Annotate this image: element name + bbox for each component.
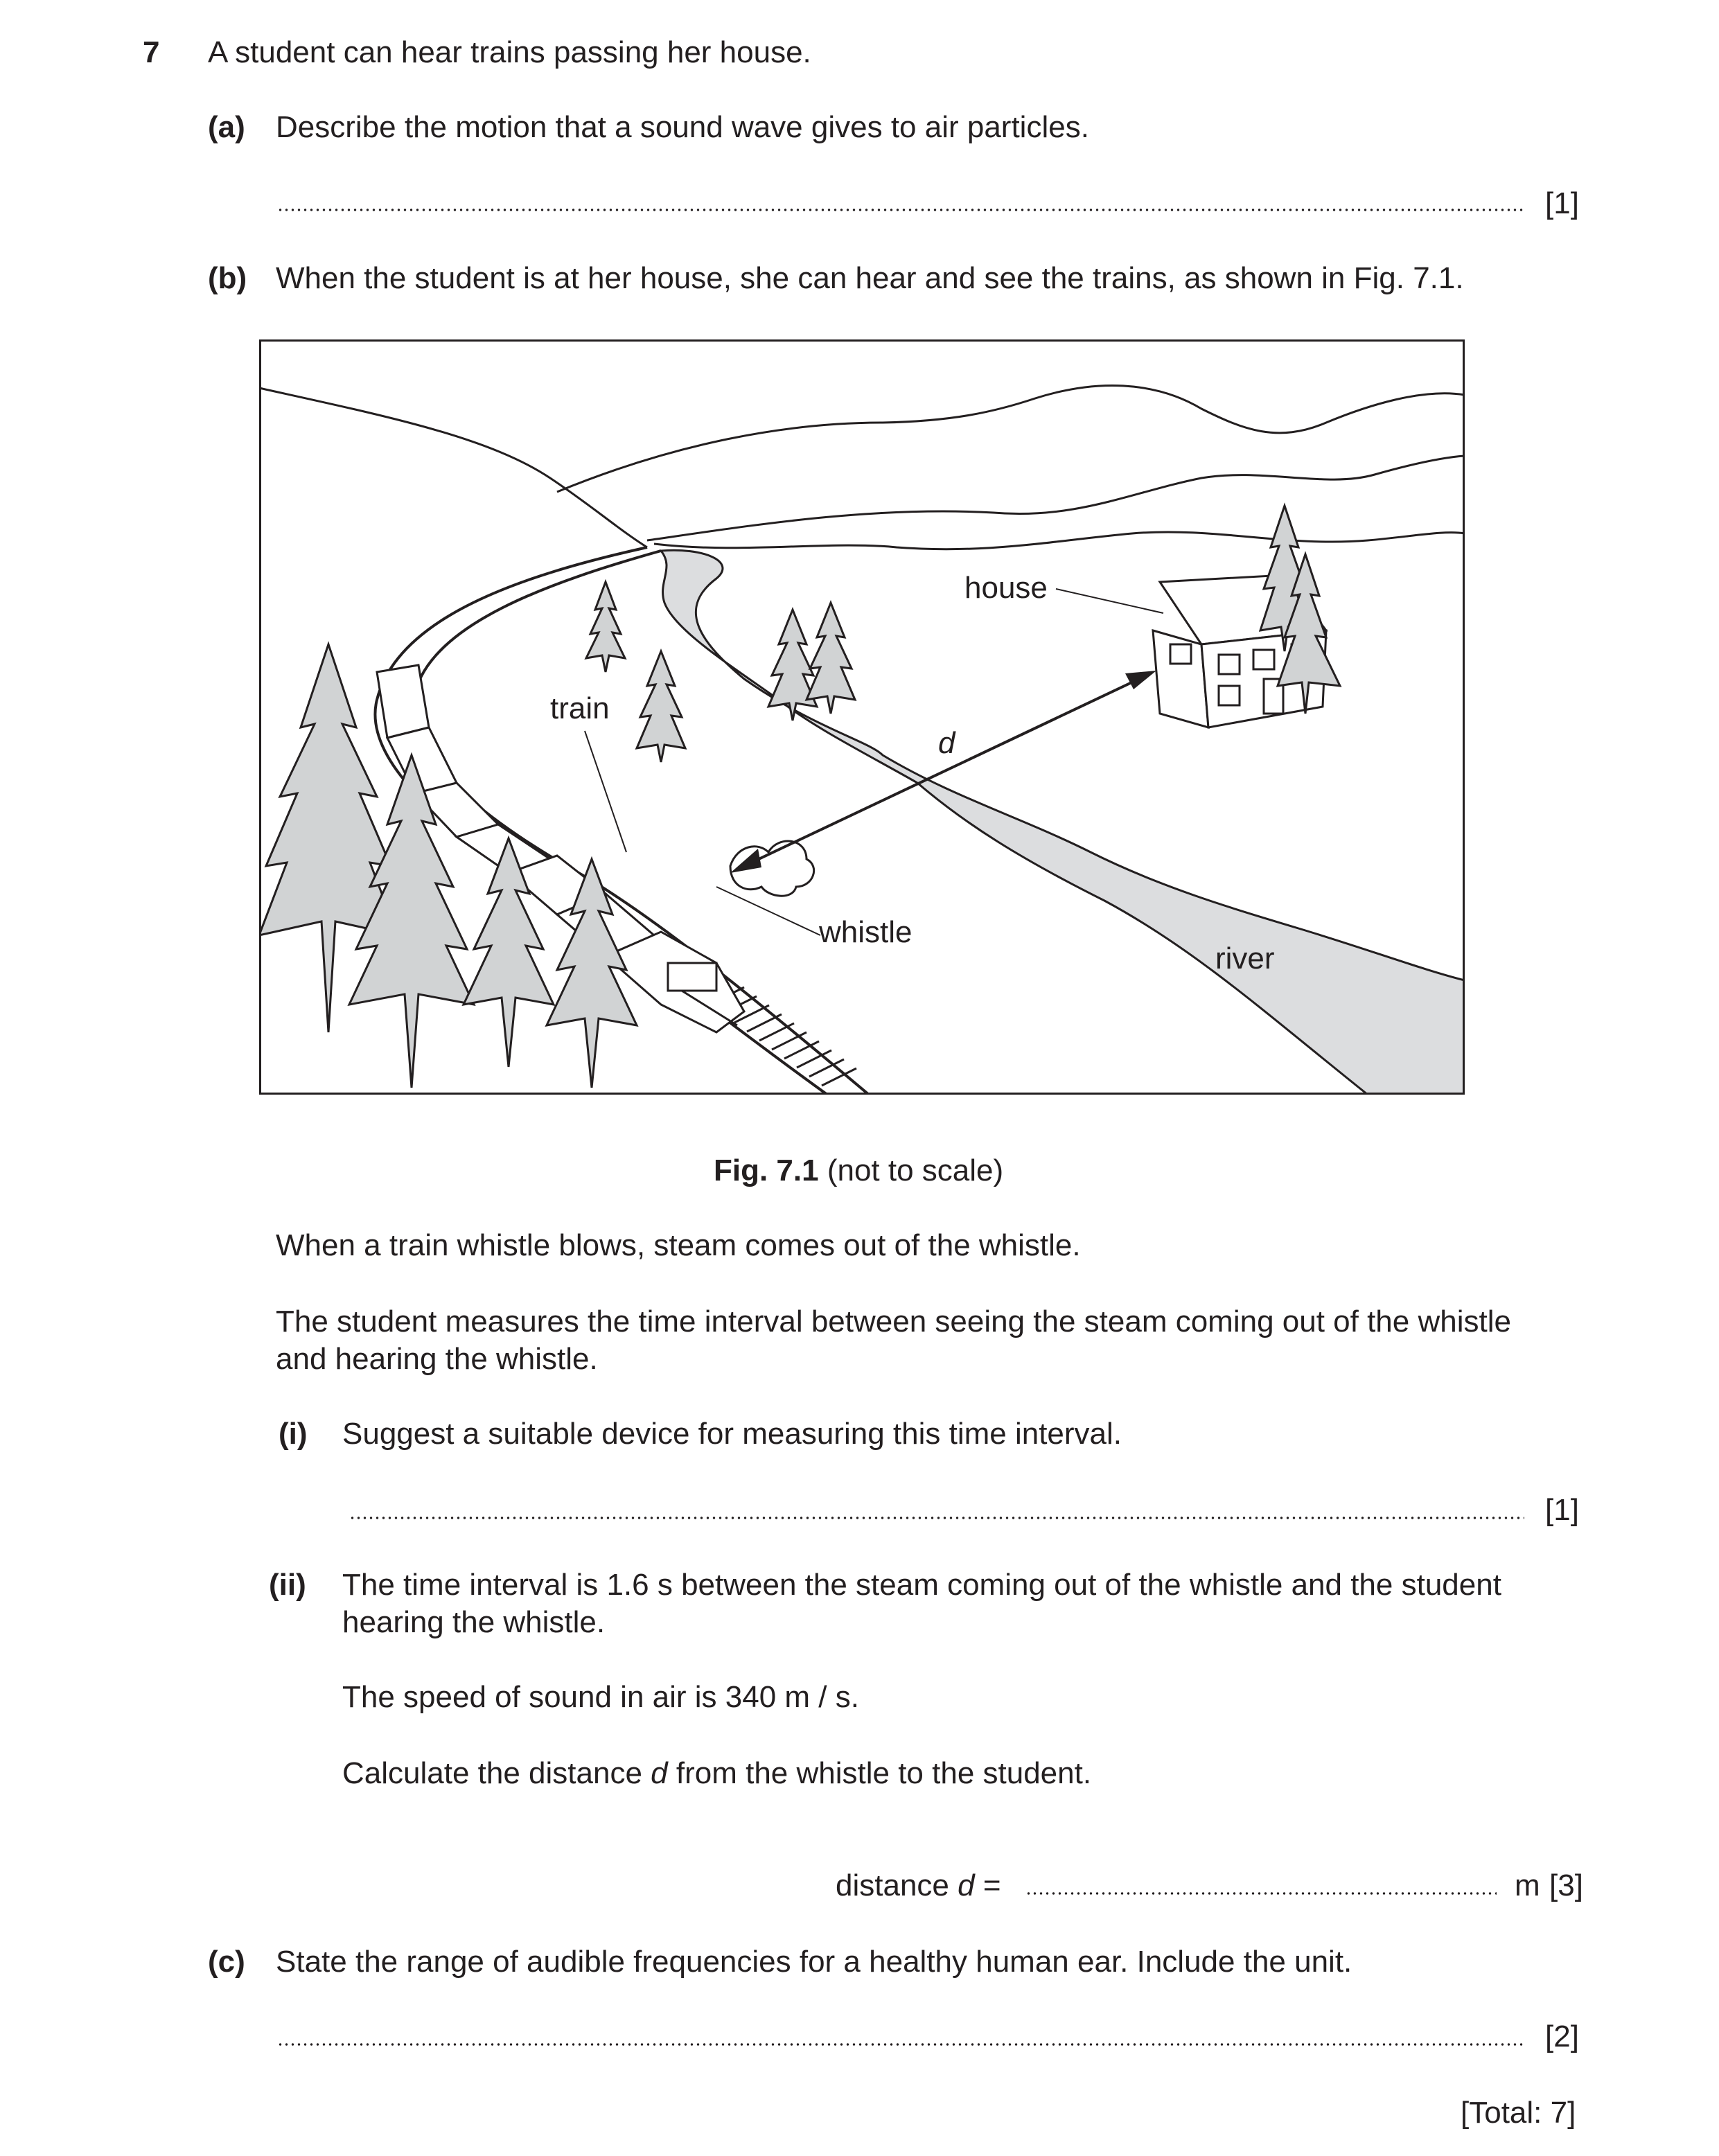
- sub-i-marks: [1]: [1545, 1493, 1579, 1527]
- caption-rest: (not to scale): [827, 1154, 1004, 1187]
- sub-i-label: (i): [279, 1417, 308, 1451]
- sub-ii-marks: [3]: [1549, 1868, 1583, 1902]
- answer-var: d: [958, 1868, 975, 1902]
- label-house: house: [964, 571, 1048, 605]
- answer-distance-label: [836, 1868, 1001, 1905]
- left-mountain: [259, 388, 647, 547]
- total-marks: [Total: 7]: [1461, 2096, 1576, 2130]
- part-c-text: State the range of audible frequencies for a healthy human ear. Include the unit.: [276, 1945, 1352, 1979]
- distance-arrow: [744, 679, 1139, 866]
- part-b-para1: When a train whistle blows, steam comes out of the whistle.: [276, 1228, 1081, 1262]
- river: [661, 550, 1465, 1095]
- answer-eq: =: [974, 1868, 1001, 1902]
- answer-line-c[interactable]: [277, 2042, 1524, 2047]
- house-leader: [1056, 589, 1163, 613]
- front-hill: [654, 532, 1465, 549]
- arrowhead-house: [1125, 671, 1156, 689]
- whistle-leader: [716, 887, 820, 935]
- part-c-label: (c): [208, 1945, 245, 1979]
- part-b-label: (b): [208, 261, 247, 295]
- sub-i-text: Suggest a suitable device for measuring this time interval.: [342, 1417, 1122, 1451]
- answer-pre: distance: [836, 1868, 958, 1902]
- label-train: train: [550, 691, 610, 725]
- calc-var: d: [651, 1756, 668, 1790]
- answer-unit: m: [1515, 1868, 1540, 1902]
- middle-hill: [647, 456, 1465, 540]
- caption-bold: Fig. 7.1: [714, 1154, 819, 1187]
- part-a-marks: [1]: [1545, 186, 1579, 220]
- question-number: 7: [143, 35, 160, 69]
- figure-7-1: [259, 339, 1465, 1095]
- part-a-text: Describe the motion that a sound wave gives to air particles.: [276, 110, 1089, 144]
- sub-ii-label: (ii): [269, 1568, 306, 1602]
- train-leader: [585, 731, 626, 852]
- sub-ii-line2: hearing the whistle.: [342, 1605, 606, 1639]
- part-b-para2-line2: and hearing the whistle.: [276, 1342, 598, 1376]
- calc-pre: Calculate the distance: [342, 1756, 651, 1790]
- question-stem: A student can hear trains passing her house.: [208, 35, 811, 69]
- label-river: river: [1215, 942, 1275, 975]
- sub-ii-line1: The time interval is 1.6 s between the steam coming out of the whistle and the student: [342, 1568, 1501, 1602]
- part-b-intro: When the student is at her house, she can hear and see the trains, as shown in Fig. 7.1.: [276, 261, 1464, 295]
- sub-ii-calc: [342, 1756, 1091, 1792]
- label-whistle: whistle: [819, 915, 913, 949]
- trees-middle: [586, 582, 855, 762]
- answer-line-b-i[interactable]: [349, 1516, 1524, 1520]
- part-b-para2-line1: The student measures the time interval between seeing the steam coming out of the whistle: [276, 1305, 1511, 1338]
- part-a-label: (a): [208, 110, 245, 144]
- answer-line-a[interactable]: [277, 208, 1524, 212]
- answer-line-b-ii[interactable]: [1025, 1891, 1497, 1896]
- sub-ii-speed: The speed of sound in air is 340 m / s.: [342, 1680, 859, 1714]
- label-d: d: [938, 726, 955, 760]
- figure-caption: [714, 1153, 1003, 1190]
- part-c-marks: [2]: [1545, 2020, 1579, 2053]
- back-hill: [557, 385, 1465, 492]
- calc-post: from the whistle to the student.: [667, 1756, 1092, 1790]
